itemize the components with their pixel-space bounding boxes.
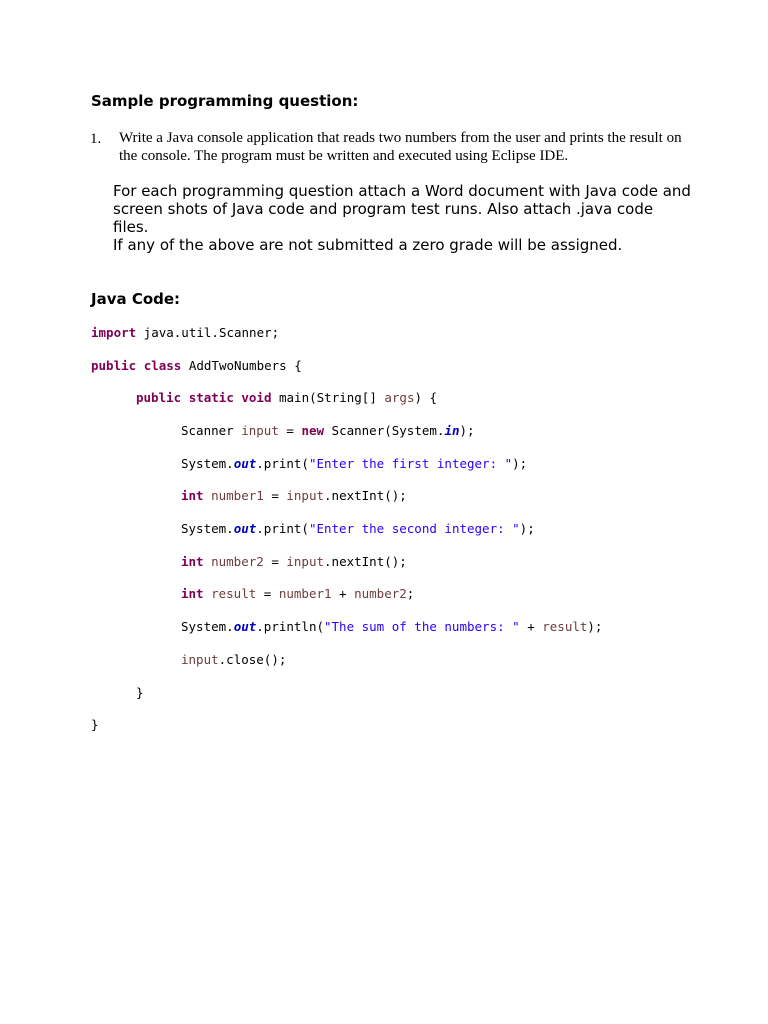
code-line-number1 (181, 488, 407, 504)
code-text: System. (181, 619, 234, 634)
instructions-line-1: For each programming question attach a Word document with Java code and screen shots of Java code and program test runs. Also attach .java code files. (113, 182, 691, 236)
code-text: } (91, 717, 99, 732)
code-line-close-class (91, 717, 99, 733)
code-text: System. (181, 521, 234, 536)
code-keyword: void (241, 390, 272, 405)
code-keyword: int (181, 554, 204, 569)
code-keyword: public (136, 390, 182, 405)
code-text: = (263, 488, 287, 503)
code-variable: number2 (354, 586, 407, 601)
code-line-scanner (181, 423, 475, 439)
question-number: 1. (90, 131, 102, 147)
code-text: System. (181, 456, 234, 471)
question-text: Write a Java console application that reads two numbers from the user and prints the result on the console. The program must be written and executed using Eclipse IDE. (119, 130, 682, 164)
code-field: out (233, 619, 257, 634)
code-line-println (181, 619, 602, 635)
code-line-main (136, 390, 437, 406)
code-line-class (91, 358, 302, 374)
code-keyword: int (181, 488, 204, 503)
code-text: + (519, 619, 543, 634)
code-keyword: new (301, 423, 325, 438)
code-keyword: class (143, 358, 182, 373)
code-line-result (181, 586, 414, 602)
code-variable: number2 (211, 554, 264, 569)
code-text: = (278, 423, 302, 438)
code-line-close-method (136, 685, 144, 701)
code-text: .close(); (218, 652, 287, 667)
code-variable: input (286, 488, 325, 503)
code-keyword: static (188, 390, 234, 405)
code-variable: input (286, 554, 325, 569)
code-field: in (444, 423, 460, 438)
code-text: + (331, 586, 355, 601)
code-variable: number1 (278, 586, 332, 601)
code-variable: args (384, 390, 415, 405)
code-text: ; (406, 586, 415, 601)
code-text: ); (459, 423, 475, 438)
code-string: "Enter the first integer: " (308, 456, 513, 471)
code-text: AddTwoNumbers { (181, 358, 302, 373)
code-line-number2 (181, 554, 407, 570)
code-text: ); (519, 521, 535, 536)
code-string: "The sum of the numbers: " (324, 619, 520, 634)
code-line-print-first (181, 456, 527, 472)
code-text: ) { (414, 390, 438, 405)
code-text: .nextInt(); (324, 554, 407, 569)
question-heading: Sample programming question: (91, 92, 359, 110)
code-field: out (233, 521, 257, 536)
code-variable: result (542, 619, 588, 634)
code-text: .print( (256, 456, 309, 471)
code-text: = (256, 586, 279, 601)
code-text: = (263, 554, 287, 569)
code-string: "Enter the second integer: " (308, 521, 520, 536)
code-text: java.util.Scanner; (136, 325, 280, 340)
code-variable: result (211, 586, 257, 601)
code-keyword: public (91, 358, 137, 373)
submission-instructions (113, 182, 693, 254)
code-heading: Java Code: (91, 290, 181, 308)
code-keyword: import (91, 325, 137, 340)
code-variable: input (241, 423, 279, 438)
code-field: out (233, 456, 257, 471)
code-text: } (136, 685, 144, 700)
code-text: .print( (256, 521, 309, 536)
instructions-line-2: If any of the above are not submitted a zero grade will be assigned. (113, 236, 623, 254)
code-text: Scanner(System. (324, 423, 445, 438)
code-text: ); (512, 456, 528, 471)
code-text: .nextInt(); (324, 488, 407, 503)
code-text: main(String[] (271, 390, 385, 405)
code-line-print-second (181, 521, 535, 537)
code-text: Scanner (181, 423, 242, 438)
code-line-close (181, 652, 286, 668)
code-keyword: int (181, 586, 204, 601)
code-text: .println( (256, 619, 324, 634)
code-variable: number1 (211, 488, 264, 503)
code-text: ); (587, 619, 603, 634)
code-variable: input (181, 652, 219, 667)
code-line-import (91, 325, 279, 341)
